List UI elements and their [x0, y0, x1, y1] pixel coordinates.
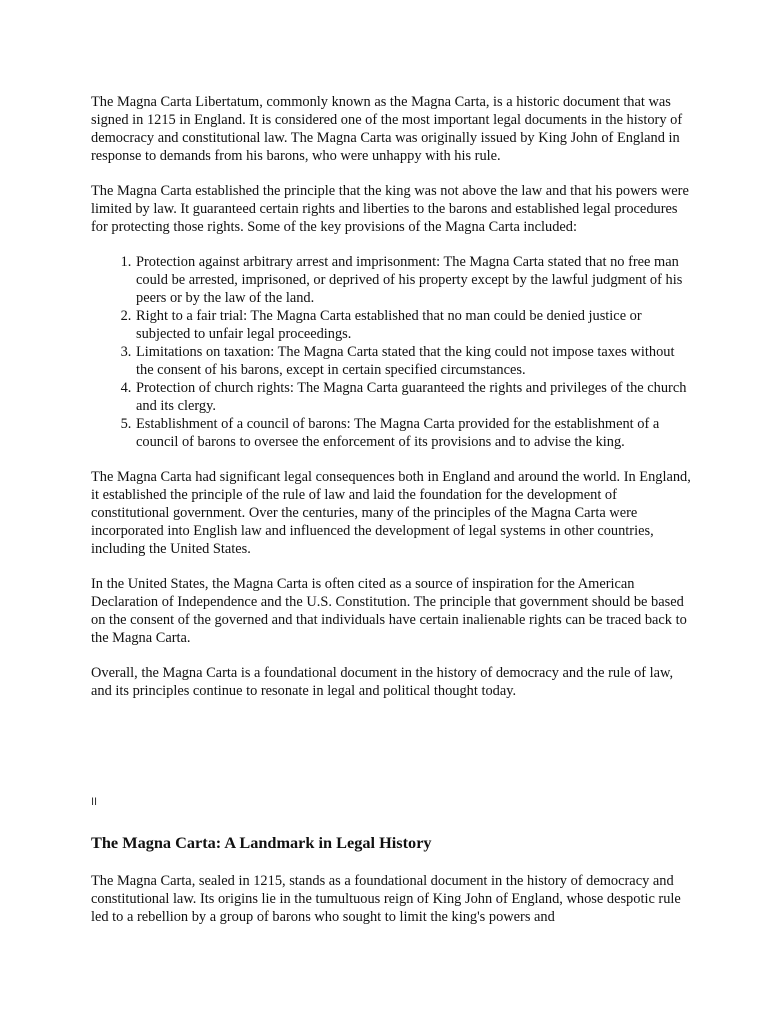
document-body — [91, 93, 691, 700]
intro-paragraph: The Magna Carta Libertatum, commonly known as the Magna Carta, is a historic document that was signed in 1215 in England. It is considered one of the most important legal documents in the history of democracy and constitutional law. The Magna Carta was originally issued by King John of England in response to demands from his barons, who were unhappy with his rule. — [91, 94, 683, 164]
list-item: 4. Protection of church rights: The Magna Carta guaranteed the rights and privileges of the church and its clergy. — [135, 379, 691, 415]
united-states-paragraph: In the United States, the Magna Carta is often cited as a source of inspiration for the American Declaration of Independence and the U.S. Constitution. The principle that government should be based on the consent of the governed and that individuals have certain inalienable rights can be traced back to the Magna Carta. — [91, 576, 687, 646]
list-item: 5. Establishment of a council of barons: The Magna Carta provided for the establishment of a council of barons to oversee the enforcement of its provisions and to advise the king. — [135, 415, 691, 451]
overall-paragraph: Overall, the Magna Carta is a foundational document in the history of democracy and the rule of law, and its principles continue to resonate in legal and political thought today. — [91, 665, 674, 699]
list-item: 3. Limitations on taxation: The Magna Carta stated that the king could not impose taxes without the consent of his barons, except in certain specified circumstances. — [135, 343, 691, 379]
section-2-paragraph: The Magna Carta, sealed in 1215, stands as a foundational document in the history of democracy and constitutional law. Its origins lie in the tumultuous reign of King John of England, whose despotic rule led to a rebellion by a group of barons who sought to limit the king's powers and — [91, 873, 681, 925]
section-separator: II — [91, 796, 98, 808]
section-heading: The Magna Carta: A Landmark in Legal History — [91, 833, 432, 852]
list-item: 2. Right to a fair trial: The Magna Carta established that no man could be denied justice or subjected to unfair legal proceedings. — [135, 307, 691, 343]
provisions-list — [91, 253, 691, 451]
provisions-intro-paragraph: The Magna Carta established the principle that the king was not above the law and that his powers were limited by law. It guaranteed certain rights and liberties to the barons and established legal procedures for protecting those rights. Some of the key provisions of the Magna Carta included: — [91, 183, 689, 235]
list-item: 1. Protection against arbitrary arrest and imprisonment: The Magna Carta stated that no free man could be arrested, imprisoned, or deprived of his property except by the lawful judgment of his peers or by the law of the land. — [135, 253, 691, 307]
legal-consequences-paragraph: The Magna Carta had significant legal consequences both in England and around the world. In England, it established the principle of the rule of law and laid the foundation for the development of constitutional government. Over the centuries, many of the principles of the Magna Carta were incorporated into English law and influenced the development of legal systems in other countries, including the United States. — [91, 469, 691, 557]
